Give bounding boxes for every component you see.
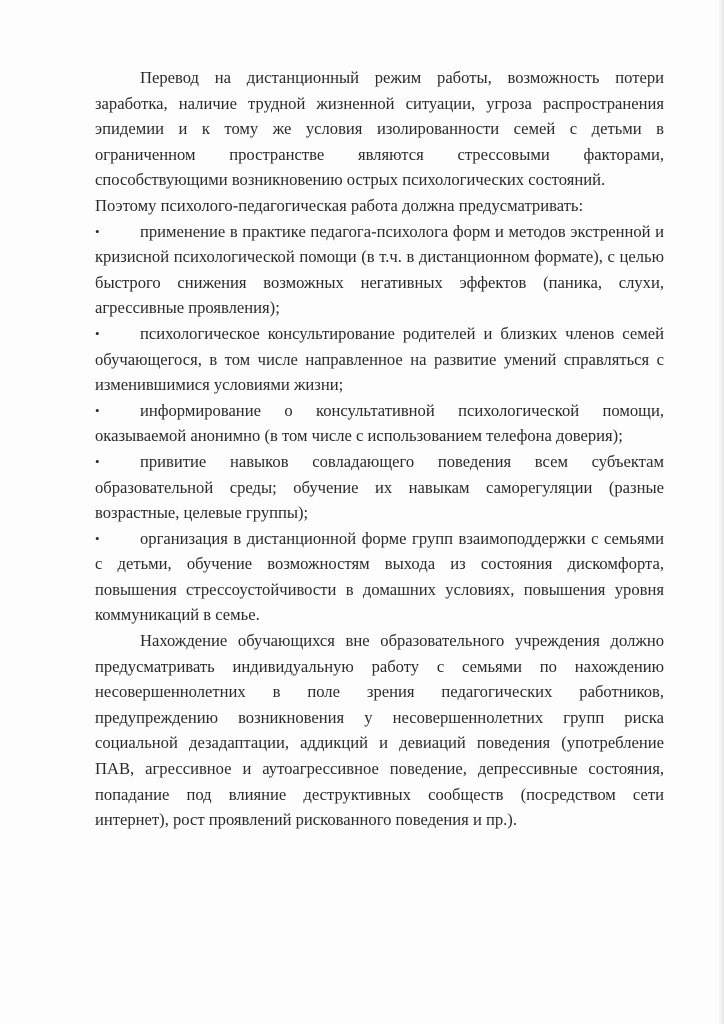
bullet-text: применение в практике педагога-психолога форм и методов экстренной и кризисной психологической помощи (в т.ч. в дистанционном формате), с целью быстрого снижения возможных негативных эффектов (паника, слухи, агрессивные проявления); — [95, 221, 664, 318]
bullet-icon: • — [95, 223, 100, 239]
bullet-text: информирование о консультативной психологической помощи, оказываемой анонимно (в том числе с использованием телефона доверия); — [95, 400, 664, 446]
paragraph-stress-factors: Перевод на дистанционный режим работы, возможность потери заработка, наличие трудной жизненной ситуации, угроза распространения эпидемии и к тому же условия изолированности семей с детьми в ограниченном пространстве являются стрессовыми факторами, способствующими возникновению острых психологических состояний. — [95, 68, 664, 190]
bullet-icon: • — [95, 402, 100, 418]
bullet-icon: • — [95, 453, 100, 469]
bullet-text: привитие навыков совладающего поведения всем субъектам образовательной среды; обучение их навыкам саморегуляции (разные возрастные, целевые группы); — [95, 451, 664, 523]
bullet-item-coping-skills — [95, 449, 664, 526]
bullet-item-crisis-help — [95, 219, 664, 321]
bullet-icon: • — [95, 325, 100, 341]
bullet-icon: • — [95, 530, 100, 546]
paragraph-individual-work: Нахождение обучающихся вне образовательного учреждения должно предусматривать индивидуальную работу с семьями по нахождению несовершеннолетних в поле зрения педагогических работников, предупреждению возникновения у несовершеннолетних групп риска социальной дезадаптации, аддикций и девиаций поведения (употребление ПАВ, агрессивное и аутоагрессивное поведение, депрессивные состояния, попадание под влияние деструктивных сообществ (посредством сети интернет), рост проявлений рискованного поведения и пр.). — [95, 631, 664, 830]
bullet-text: психологическое консультирование родителей и близких членов семей обучающегося, в том числе направленное на развитие умений справляться с изменившимися условиями жизни; — [95, 323, 664, 395]
intro-line: Поэтому психолого-педагогическая работа должна предусматривать: — [95, 195, 584, 215]
bullet-item-informing — [95, 398, 664, 449]
bullet-item-parent-consulting — [95, 321, 664, 398]
bullet-text: организация в дистанционной форме групп взаимоподдержки с семьями с детьми, обучение возможностям выхода из состояния дискомфорта, повышения стрессоустойчивости в домашних условиях, повышения уровня коммуникаций в семье. — [95, 528, 664, 625]
bullet-item-support-groups — [95, 526, 664, 628]
scan-edge-shadow — [718, 0, 724, 1024]
document-body — [95, 65, 664, 833]
